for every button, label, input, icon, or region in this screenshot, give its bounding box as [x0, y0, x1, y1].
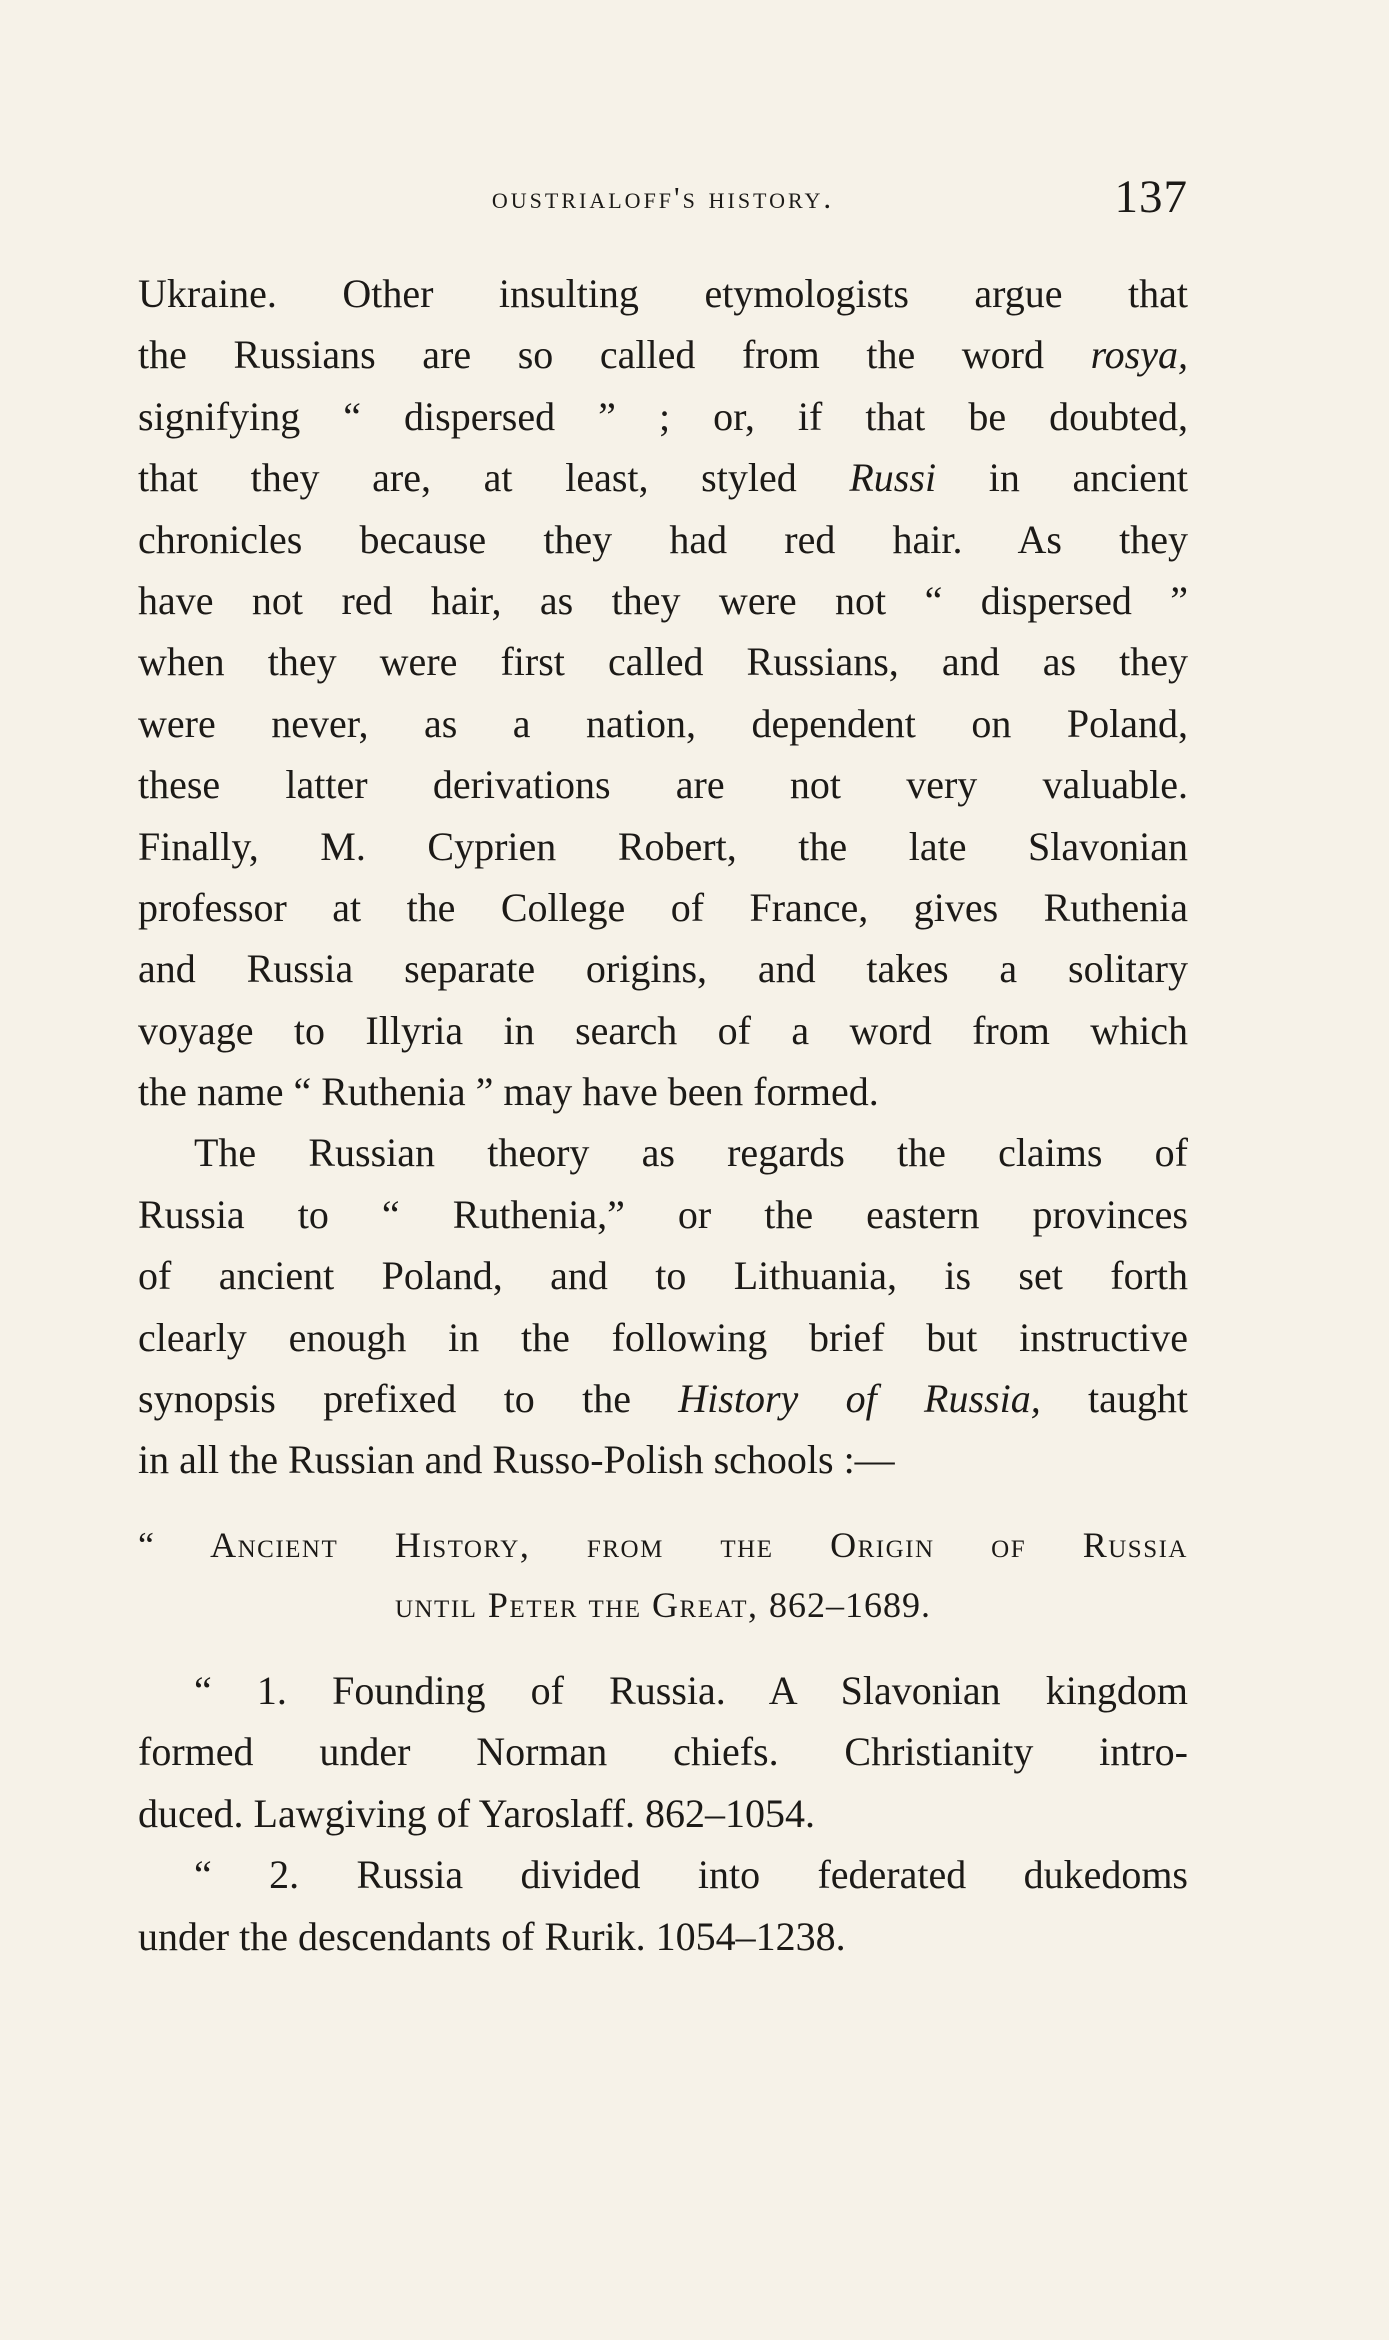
text-line: under the descendants of Rurik. 1054–1238.: [138, 1913, 846, 1959]
text-line: signifying “ dispersed ” ; or, if that be doubted,: [138, 393, 1188, 439]
text-line: chronicles because they had red hair. As they: [138, 516, 1188, 562]
text-line: synopsis prefixed to the History of Russia, taught: [138, 1376, 1189, 1422]
text-line: clearly enough in the following brief but instructive: [138, 1314, 1188, 1360]
list-item: [138, 1660, 1188, 1844]
italic-word: Russi: [849, 455, 937, 501]
text-line: “ 2. Russia divided into federated dukedoms: [194, 1852, 1188, 1898]
section-heading: [138, 1515, 1188, 1635]
synopsis-list: [138, 1660, 1188, 1967]
text-line: professor at the College of France, gives Ruthenia: [138, 884, 1188, 930]
paragraph-2: [138, 1122, 1188, 1490]
text-line: in all the Russian and Russo-Polish schools :—: [138, 1437, 895, 1483]
body-text: [138, 263, 1188, 1491]
italic-title: History of Russia,: [678, 1376, 1041, 1422]
text-line: that they are, at least, styled Russi in ancient: [138, 455, 1188, 501]
text-line: the name “ Ruthenia ” may have been formed.: [138, 1069, 879, 1115]
text-line: duced. Lawgiving of Yaroslaff. 862–1054.: [138, 1790, 815, 1836]
running-title: oustrialoff's history.: [491, 180, 835, 215]
text-line: and Russia separate origins, and takes a solitary: [138, 946, 1188, 992]
running-head: [138, 170, 1188, 230]
text-line: Finally, M. Cyprien Robert, the late Slavonian: [138, 823, 1188, 869]
text-line: Ukraine. Other insulting etymologists argue that: [138, 271, 1188, 316]
text-line: “ 1. Founding of Russia. A Slavonian kingdom: [194, 1668, 1188, 1713]
text-line: have not red hair, as they were not “ dispersed ”: [138, 577, 1188, 623]
text-line: the Russians are so called from the word rosya,: [138, 332, 1188, 378]
italic-word: rosya,: [1090, 332, 1188, 378]
list-item: [138, 1844, 1188, 1967]
text-line: formed under Norman chiefs. Christianity intro-: [138, 1729, 1188, 1775]
text-line: these latter derivations are not very valuable.: [138, 762, 1188, 808]
text-line: of ancient Poland, and to Lithuania, is set forth: [138, 1253, 1188, 1299]
page-number: 137: [1114, 171, 1188, 223]
text-line: when they were first called Russians, and as they: [138, 639, 1188, 685]
heading-line: “ Ancient History, from the Origin of Russia: [138, 1525, 1188, 1565]
text-line: Russia to “ Ruthenia,” or the eastern provinces: [138, 1191, 1188, 1237]
text-line: The Russian theory as regards the claims of: [194, 1130, 1188, 1176]
paragraph-1: [138, 263, 1188, 1122]
heading-dates: 862–1689.: [769, 1585, 932, 1625]
heading-line: until Peter the Great, 862–1689.: [394, 1585, 932, 1625]
text-line: voyage to Illyria in search of a word from which: [138, 1007, 1188, 1053]
text-line: were never, as a nation, dependent on Poland,: [138, 700, 1188, 746]
